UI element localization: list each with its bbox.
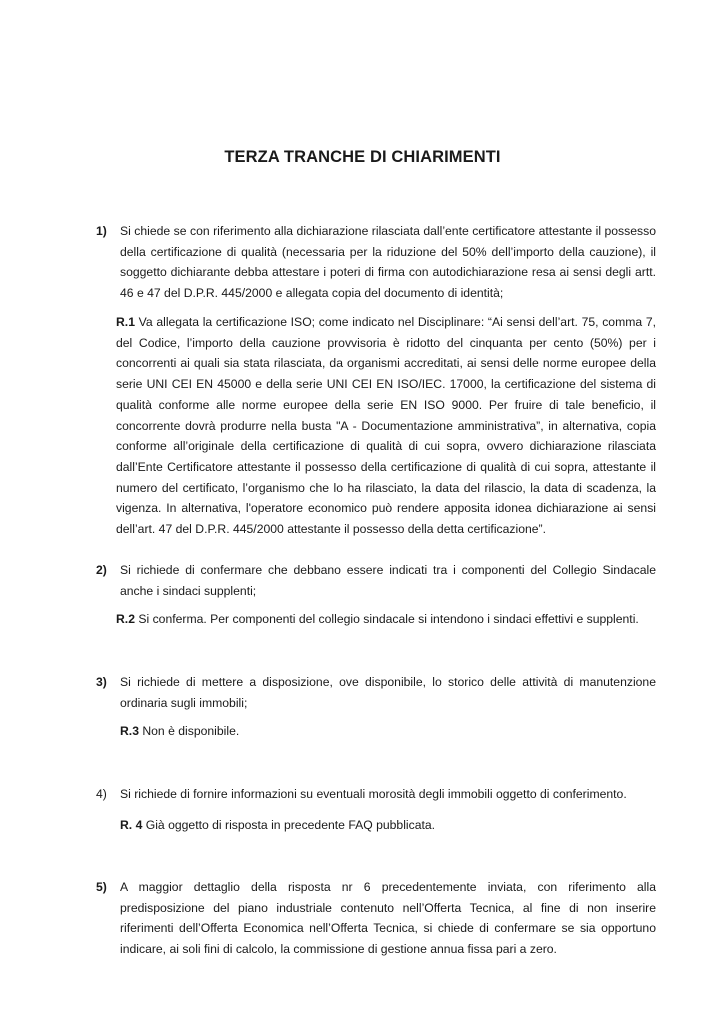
question-text: Si richiede di fornire informazioni su eventuali morosità degli immobili oggetto di conferimento.	[120, 787, 627, 801]
answer-block	[116, 609, 656, 630]
answer-block	[116, 312, 656, 540]
question-text: Si chiede se con riferimento alla dichiarazione rilasciata dall’ente certificatore attestante il possesso della certificazione di qualità (necessaria per la riduzione del 50% dell’importo della cauzione), il soggetto dichiarante debba attestare i poteri di firma con autodichiarazione resa ai sensi degli artt. 46 e 47 del D.P.R. 445/2000 e allegata copia del documento di identità;	[120, 224, 656, 300]
question-text: Si richiede di confermare che debbano essere indicati tra i componenti del Collegio Sindacale anche i sindaci supplenti;	[120, 563, 656, 598]
answer-text: Già oggetto di risposta in precedente FAQ pubblicata.	[142, 818, 436, 832]
answer-text: Si conferma. Per componenti del collegio sindacale si intendono i sindaci effettivi e supplenti.	[134, 612, 639, 626]
answer-label: R.1	[116, 315, 135, 329]
question-number: 4)	[96, 787, 107, 801]
question-number: 3)	[96, 675, 107, 689]
answer-text: Va allegata la certificazione ISO; come indicato nel Disciplinare: “Ai sensi dell’art. 75, comma 7, del Codice, l’importo della cauzione provvisoria è ridotto del cinquanta per cento (50%) per i concorrenti ai quali sia stata rilasciata, da organismi accreditati, ai sensi delle norme europee della serie UNI CEI EN 45000 e della serie UNI CEI EN ISO/IEC. 17000, la certificazione del sistema di qualità conforme alle norme europee della serie EN ISO 9000. Per fruire di tale beneficio, il concorrente dovrà produrre nella busta "A - Documentazione amministrativa”, in alternativa, copia conforme all’originale della certificazione di qualità di cui sopra, ovvero dichiarazione rilasciata dall’Ente Certificatore attestante il possesso della certificazione di qualità di cui sopra, attestante il numero del certificato, l’organismo che lo ha rilasciato, la data del rilascio, la data di scadenza, la vigenza. In alternativa, l'operatore economico può rendere apposita idonea dichiarazione ai sensi dell’art. 47 del D.P.R. 445/2000 attestante il possesso della detta certificazione”.	[116, 315, 656, 537]
answer-label: R. 4	[120, 818, 143, 832]
answer-block	[120, 815, 660, 836]
question-number: 2)	[96, 563, 107, 577]
page-title: TERZA TRANCHE DI CHIARIMENTI	[224, 148, 501, 166]
question-text: A maggior dettaglio della risposta nr 6 precedentemente inviata, con riferimento alla predisposizione del piano industriale contenuto nell’Offerta Tecnica, al fine di non inserire riferimenti dell’Offerta Economica nell’Offerta Tecnica, si chiede di confermare se sia opportuno indicare, ai soli fini di calcolo, la commissione di gestione annua fissa pari a zero.	[120, 880, 656, 956]
question-text: Si richiede di mettere a disposizione, ove disponibile, lo storico delle attività di manutenzione ordinaria sugli immobili;	[120, 675, 656, 710]
answer-text: Non è disponibile.	[138, 724, 240, 738]
question-number: 1)	[96, 224, 107, 238]
answer-label: R.2	[116, 612, 135, 626]
answer-label: R.3	[120, 724, 139, 738]
answer-block	[120, 721, 660, 742]
question-number: 5)	[96, 880, 107, 894]
